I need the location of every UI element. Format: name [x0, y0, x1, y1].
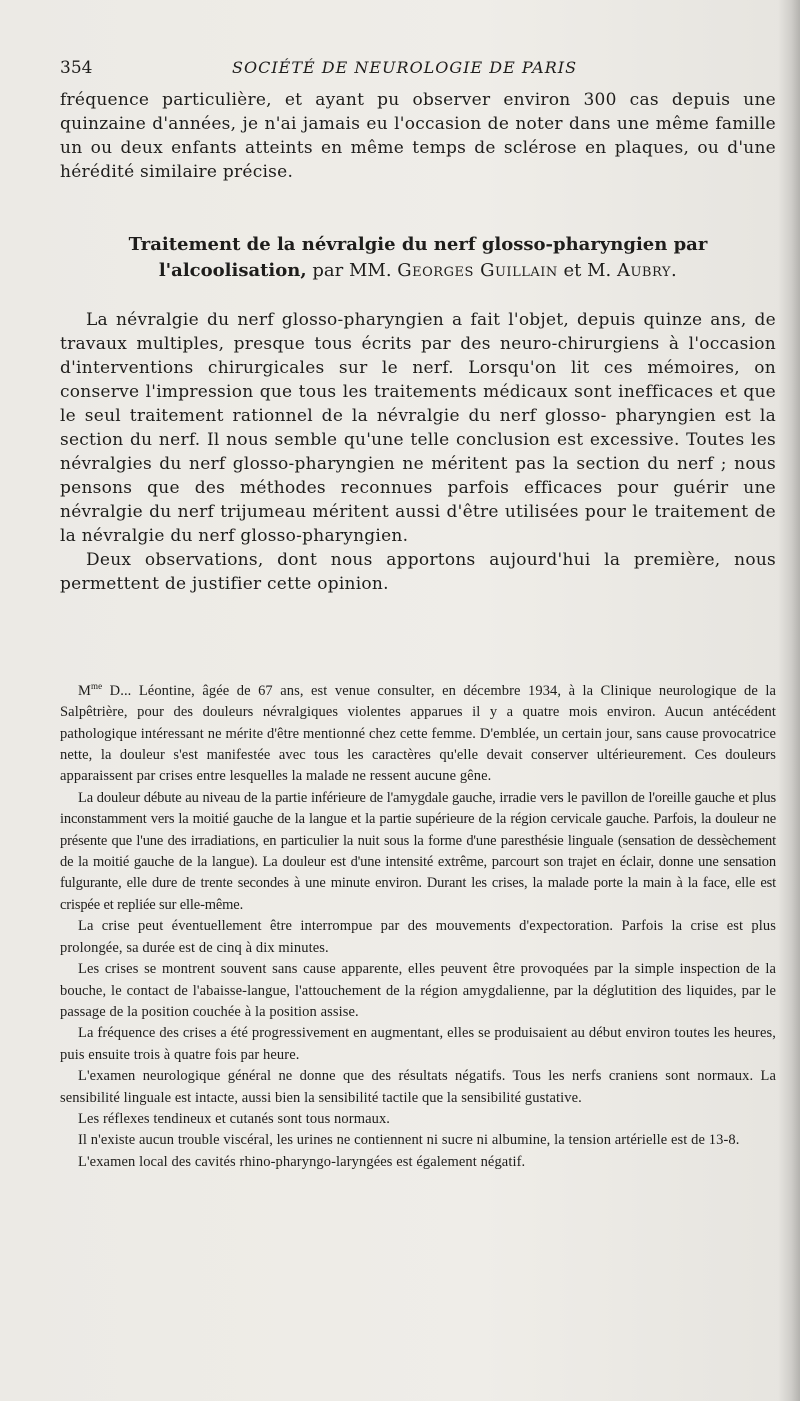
case-report [60, 676, 776, 1173]
section-title-by: par MM. [312, 260, 392, 281]
intro-paragraph-block [60, 88, 776, 184]
case-paragraph-6: L'examen neurologique général ne donne que des résultats négatifs. Tous les nerfs craniens sont normaux. La sensibilité linguale est intacte, aussi bien la sensibilité tactile que la sensibilité gustative. [60, 1068, 776, 1106]
case-patient-title: M [78, 682, 91, 699]
intro-paragraph: fréquence particulière, et ayant pu observer environ 300 cas depuis une quinzaine d'années, je n'ai jamais eu l'occasion de noter dans une même famille un ou deux enfants atteints en même temps de sclérose en plaques, ou d'une hérédité similaire précise. [60, 90, 776, 182]
body-paragraph-1: La névralgie du nerf glosso-pharyngien a fait l'objet, depuis quinze ans, de travaux multiples, presque tous écrits par des neuro-chirurgiens à l'occasion d'interventions chirurgicales sur le nerf. Lorsqu'on lit ces mémoires, on conserve l'impression que tous les traitements médicaux sont inefficaces et que le seul traitement rationnel de la névralgie du nerf glosso- pharyngien est la section du nerf. Il nous semble qu'une telle conclusion est excessive. Toutes les névralgies du nerf glosso-pharyngien ne méritent pas la section du nerf ; nous pensons que des méthodes reconnues parfois efficaces pour guérir une névralgie du nerf trijumeau méritent aussi d'être utilisées pour le traitement de la névralgie du nerf glosso-pharyngien. [60, 310, 776, 546]
case-paragraph-4: Les crises se montrent souvent sans cause apparente, elles peuvent être provoquées par la simple inspection de la bouche, le contact de l'abaisse-langue, l'attouchement de la région amygdalienne, par la déglutition des liquides, par le passage de la position couchée à la position assise. [60, 961, 776, 1020]
case-paragraph-8: Il n'existe aucun trouble viscéral, les urines ne contiennent ni sucre ni albumine, la tension artérielle est de 13-8. [78, 1132, 740, 1149]
case-paragraph-1-text: D... Léontine, âgée de 67 ans, est venue consulter, en décembre 1934, à la Clinique neurologique de la Salpêtrière, pour des douleurs névralgiques violentes apparues il y a quatre mois environ. Aucun antécédent pathologique intéressant ne mérite d'être mentionné chez cette femme. D'emblée, un certain jour, sans cause provocatrice nette, la douleur s'est manifestée avec tous les caractères qu'elle devait conserver ultérieurement. Ces douleurs apparaissent par crises entre lesquelles la malade ne ressent aucune gêne. [60, 682, 776, 785]
case-paragraph-2: La douleur débute au niveau de la partie inférieure de l'amygdale gauche, irradie vers le pavillon de l'oreille gauche et plus inconstamment vers la moitié gauche de la langue et la partie supérieure de la région cervicale gauche. Parfois, la douleur ne présente que l'une des irradiations, en particulier la nuit sous la forme d'une paresthésie linguale (sensation de dessèchement de la moitié gauche de la langue). La douleur est d'une intensité extrême, parcourt son trajet en éclair, donne une sensation fulgurante, elle dure de trente secondes à une minute environ. Durant les crises, la malade porte la main à la face, elle est crispée et repliée sur elle-même. [60, 789, 776, 913]
running-title: SOCIÉTÉ DE NEUROLOGIE DE PARIS [232, 58, 578, 77]
page-header [60, 58, 740, 84]
body-paragraph-2: Deux observations, dont nous apportons aujourd'hui la première, nous permettent de justifier cette opinion. [60, 550, 776, 594]
author-guillain: Georges Guillain [397, 260, 558, 281]
section-title [60, 232, 776, 284]
case-paragraph-1 [60, 676, 776, 788]
page-number: 354 [60, 58, 93, 78]
case-patient-title-sup: me [91, 681, 103, 691]
case-paragraph-7: Les réflexes tendineux et cutanés sont tous normaux. [78, 1110, 391, 1127]
case-paragraph-9: L'examen local des cavités rhino-pharyngo-laryngées est également négatif. [78, 1153, 526, 1170]
author-aubry: Aubry. [616, 260, 678, 281]
article-body [60, 308, 776, 596]
section-title-main: Traitement de la névralgie du nerf glosso-pharyngien par l'alcoolisation, [128, 234, 708, 281]
case-paragraph-5: La fréquence des crises a été progressivement en augmentant, elles se produisaient au début environ toutes les heures, puis ensuite trois à quatre fois par heure. [60, 1025, 776, 1063]
section-title-and: et M. [563, 260, 612, 281]
case-paragraph-3: La crise peut éventuellement être interrompue par des mouvements d'expectoration. Parfois la crise est plus prolongée, sa durée est de cinq à dix minutes. [60, 918, 776, 956]
binding-shadow [778, 0, 800, 1401]
